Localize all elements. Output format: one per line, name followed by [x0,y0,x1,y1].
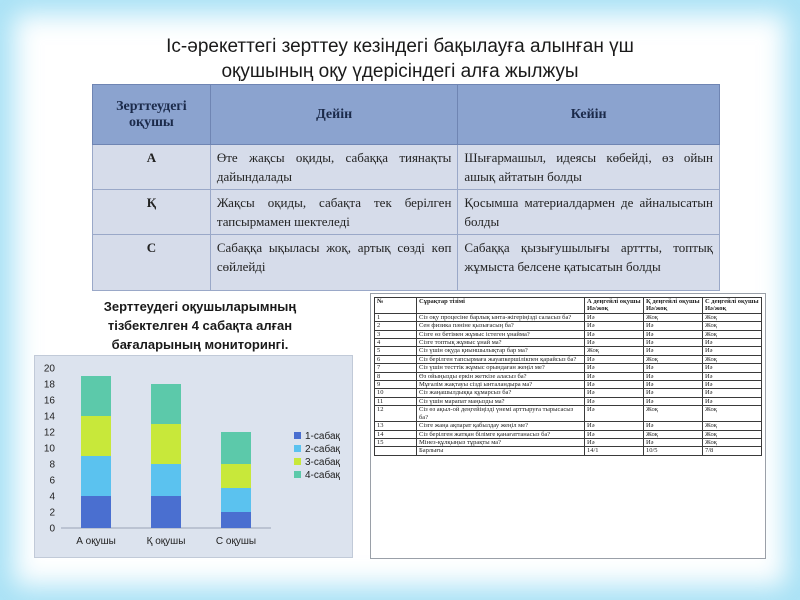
survey-cell: 2 [375,322,417,330]
chart-caption [66,297,334,354]
survey-cell: Иә [643,438,702,446]
survey-row [375,381,762,389]
survey-row [375,339,762,347]
bar-segment [151,424,181,464]
survey-cell: Жоқ [702,438,761,446]
legend-swatch [294,458,301,465]
caption-line-1: Зерттеудегі оқушыларымның [103,299,297,314]
y-tick-label: 14 [43,411,55,423]
survey-cell: Мұғалім жақтауы сізді ынталандыра ма? [417,381,585,389]
legend-label: 4-сабақ [305,470,340,481]
survey-cell: Жоқ [643,430,702,438]
survey-cell: Жоқ [702,422,761,430]
survey-cell: Иә [585,397,644,405]
survey-cell: Иә [585,372,644,380]
after-cell: Қосымша материалдармен де айналысатын болды [458,190,720,235]
survey-cell: Иә [702,397,761,405]
survey-cell: 4 [375,339,417,347]
before-cell: Сабаққа ықыласы жоқ, артық сөзді көп сөйлейді [210,235,458,291]
survey-cell: Жоқ [643,355,702,363]
survey-cell: Иә [585,355,644,363]
survey-cell: Иә [702,364,761,372]
survey-cell: Иә [585,313,644,321]
survey-cell: Иә [643,372,702,380]
y-tick-label: 18 [43,379,55,391]
survey-cell: Иә [702,381,761,389]
survey-cell: Иә [643,381,702,389]
bar-segment [221,488,251,512]
before-cell: Өте жақсы оқиды, сабаққа тиянақты дайындалады [210,145,458,190]
survey-cell: 13 [375,422,417,430]
survey-cell: 7/8 [702,447,761,455]
legend-label: 3-сабақ [305,457,340,468]
bar-segment [81,496,111,528]
progress-table [92,84,720,291]
survey-cell: 12 [375,406,417,422]
survey-cell: Сіз жаңашылдыққа құмарсыз ба? [417,389,585,397]
survey-cell: Сізге жаңа ақпарат қабылдау жеңіл ме? [417,422,585,430]
survey-row [375,389,762,397]
y-tick-label: 16 [43,395,55,407]
bar-segment [151,496,181,528]
survey-row [375,430,762,438]
y-tick-label: 8 [49,459,55,471]
survey-header-cell: Сұрақтар тізімі [417,298,585,314]
y-tick-label: 12 [43,427,55,439]
survey-cell: 10 [375,389,417,397]
slide-title [0,34,800,84]
survey-cell: Иә [585,381,644,389]
survey-row [375,397,762,405]
survey-cell: Жоқ [702,406,761,422]
survey-cell: Иә [585,406,644,422]
bar-segment [81,416,111,456]
y-tick-label: 6 [49,475,55,487]
bar-segment [221,464,251,488]
survey-cell: 14 [375,430,417,438]
survey-cell: Жоқ [702,313,761,321]
caption-line-3: бағаларының мониторингі. [111,337,289,352]
survey-cell: Сіз үшін тесттік жұмыс орындаған жеңіл ме? [417,364,585,372]
survey-cell: Сен физика пәніне қызығасың ба? [417,322,585,330]
survey-cell: 10/5 [643,447,702,455]
survey-cell: Иә [585,430,644,438]
survey-cell: Сіз үшін оқуда қиыншылықтар бар ма? [417,347,585,355]
grades-chart [34,355,353,558]
stacked-bar-chart [35,356,354,559]
x-tick-label: А оқушы [76,536,116,547]
survey-row [375,406,762,422]
survey-cell: Иә [702,389,761,397]
survey-cell: Жоқ [702,355,761,363]
survey-cell: Мінез-құлқыңыз тұрақты ма? [417,438,585,446]
survey-cell: Иә [585,330,644,338]
legend-swatch [294,471,301,478]
survey-table-image [370,293,766,559]
survey-cell: Иә [643,330,702,338]
legend-label: 2-сабақ [305,444,340,455]
survey-cell: Жоқ [585,347,644,355]
survey-cell: Сіз өз ақыл-ой деңгейіңізді үнемі арттыруға тырысасыз ба? [417,406,585,422]
survey-cell: Жоқ [702,430,761,438]
survey-row [375,364,762,372]
survey-cell: 3 [375,330,417,338]
survey-cell: Иә [643,322,702,330]
survey-cell: 11 [375,397,417,405]
survey-cell: Иә [643,397,702,405]
survey-row [375,330,762,338]
survey-cell: Жоқ [702,322,761,330]
y-tick-label: 20 [43,363,55,375]
survey-cell: Жоқ [643,313,702,321]
legend-swatch [294,432,301,439]
survey-row [375,447,762,455]
survey-row [375,372,762,380]
survey-cell: 6 [375,355,417,363]
student-label: Қ [93,190,211,235]
survey-cell: Иә [702,372,761,380]
survey-cell [375,447,417,455]
after-cell: Сабаққа қызығушылығы арттты, топтық жұмыста белсене қатысатын болды [458,235,720,291]
survey-cell: Сіз берілген жатқан білімге қанағаттанасыз ба? [417,430,585,438]
survey-cell: Өз ойыңызды еркін жеткізе аласыз ба? [417,372,585,380]
bar-segment [221,512,251,528]
survey-cell: Иә [643,339,702,347]
survey-cell: 9 [375,381,417,389]
survey-cell: Сіз үшін марапат маңызды ма? [417,397,585,405]
survey-row [375,422,762,430]
survey-row [375,355,762,363]
table-row [93,190,720,235]
bar-segment [81,456,111,496]
before-cell: Жақсы оқиды, сабақта тек берілген тапсырмамен шектеледі [210,190,458,235]
survey-cell: Иә [643,347,702,355]
y-tick-label: 10 [43,443,55,455]
table-row [93,235,720,291]
survey-cell: Иә [585,389,644,397]
y-tick-label: 0 [49,523,55,535]
survey-cell: Иә [585,339,644,347]
survey-cell: Иә [702,339,761,347]
bar-segment [151,464,181,496]
x-tick-label: Қ оқушы [146,536,186,547]
survey-cell: Сізге топтық жұмыс ұнай ма? [417,339,585,347]
student-label: С [93,235,211,291]
survey-cell: 7 [375,364,417,372]
header-before: Дейін [210,85,458,145]
survey-header-cell: № [375,298,417,314]
y-tick-label: 2 [49,507,55,519]
survey-cell: Сізге өз бетімен жұмыс істеген ұнайма? [417,330,585,338]
header-after: Кейін [458,85,720,145]
title-line-1: Іс-әрекеттегі зерттеу кезіндегі бақылауға алынған үш [166,36,634,57]
title-line-2: оқушының оқу үдерісіндегі алға жылжуы [221,61,579,82]
survey-row [375,322,762,330]
header-student: Зерттеудегі оқушы [93,85,211,145]
survey-cell: Иә [585,422,644,430]
survey-cell: Иә [585,438,644,446]
survey-header-cell: С деңгейлі оқушы Иә/жоқ [702,298,761,314]
bar-segment [221,432,251,464]
survey-table [374,297,762,456]
caption-line-2: тізбектелген 4 сабақта алған [107,318,293,333]
survey-row [375,438,762,446]
survey-header-cell: А деңгейлі оқушы Иә/жоқ [585,298,644,314]
student-label: А [93,145,211,190]
survey-cell: 5 [375,347,417,355]
survey-cell: 8 [375,372,417,380]
table-row [93,145,720,190]
survey-cell: Барлығы [417,447,585,455]
survey-cell: Жоқ [702,330,761,338]
survey-cell: Сіз оқу процесіне барлық ынта-жігеріңізді саласыз ба? [417,313,585,321]
survey-cell: Иә [643,389,702,397]
survey-cell: Иә [643,422,702,430]
after-cell: Шығармашыл, идеясы көбейді, өз ойын ашық айтатын болды [458,145,720,190]
survey-row [375,347,762,355]
legend-swatch [294,445,301,452]
survey-cell: Сіз берілген тапсырмаға жауапкершілікпен қарайсыз ба? [417,355,585,363]
survey-cell: 15 [375,438,417,446]
survey-cell: Жоқ [643,406,702,422]
survey-cell: 14/1 [585,447,644,455]
survey-cell: 1 [375,313,417,321]
legend-label: 1-сабақ [305,431,340,442]
survey-header [375,298,762,314]
survey-row [375,313,762,321]
survey-cell: Иә [585,322,644,330]
survey-cell: Иә [585,364,644,372]
survey-cell: Иә [643,364,702,372]
survey-cell: Иә [702,347,761,355]
survey-header-cell: Қ деңгейлі оқушы Иә/жоқ [643,298,702,314]
bar-segment [81,376,111,416]
x-tick-label: С оқушы [215,536,257,547]
y-tick-label: 4 [49,491,55,503]
bar-segment [151,384,181,424]
progress-table-header [93,85,720,145]
